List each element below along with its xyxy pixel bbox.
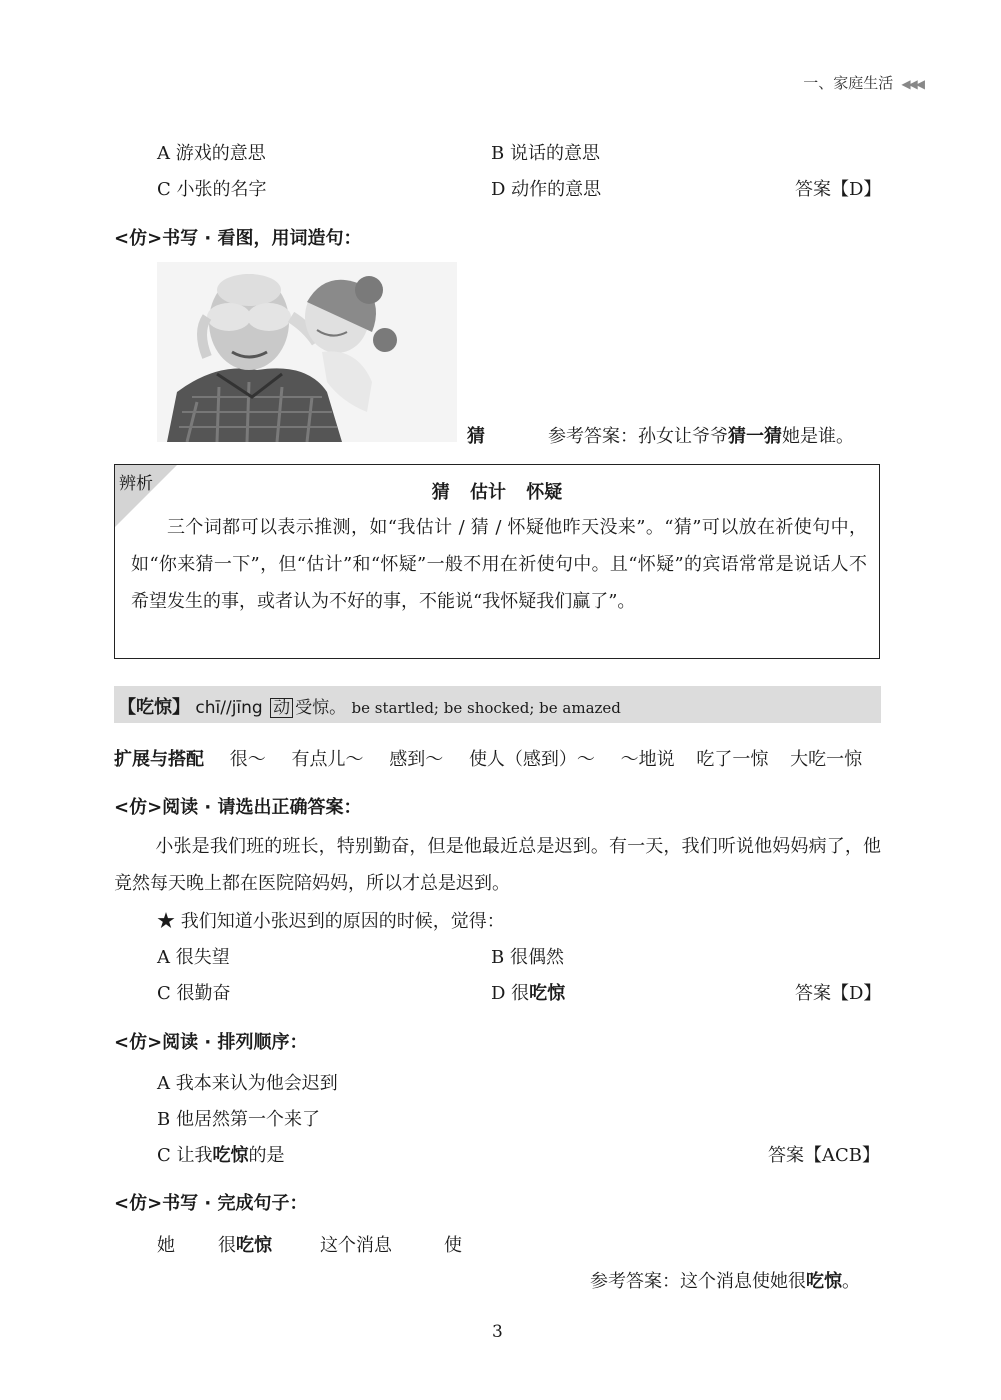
sentence-c-text: C 让我 — [157, 1145, 213, 1166]
option-a: A 游戏的意思 — [157, 143, 266, 164]
collocation-item: ～地说 — [620, 749, 675, 770]
collocation-label: 扩展与搭配 — [114, 749, 204, 770]
collocation-item: 大吃一惊 — [790, 749, 863, 770]
collocation-item: 吃了一惊 — [696, 749, 769, 770]
option-b: B 说话的意思 — [491, 143, 600, 164]
word-entry-bar — [114, 686, 881, 723]
section-heading: <仿>书写 · 看图，用词造句： — [114, 228, 362, 249]
sentence-c — [157, 1141, 285, 1167]
sentence-c-bold: 吃惊 — [212, 1145, 249, 1166]
analysis-text: 三个词都可以表示推测，如“我估计 / 猜 / 怀疑他昨天没来”。“猜”可以放在祈使句中，如“你来猜一下”，但“估计”和“怀疑”一般不用在祈使句中。且“怀疑”的宾语常常是说话人不希望发生的事，或者认为不好的事，不能说“我怀疑我们赢了”。 — [131, 517, 867, 612]
ref-bold: 吃惊 — [806, 1271, 842, 1292]
collocation-item: 感到～ — [389, 749, 444, 770]
target-word: 猜 — [467, 426, 485, 447]
option-d-text: D 很 — [491, 983, 530, 1004]
section-heading: <仿>阅读 · 请选出正确答案： — [114, 797, 362, 818]
word-chip — [218, 1231, 272, 1257]
part-of-speech-tag: 动 — [270, 698, 293, 718]
option-c: C 很勤奋 — [157, 983, 231, 1004]
gloss-english: be startled; be shocked; be amazed — [351, 699, 621, 717]
question: ★ 我们知道小张迟到的原因的时候，觉得： — [157, 911, 505, 932]
word-chip-text: 很 — [218, 1235, 236, 1256]
word-chip: 她 — [157, 1235, 175, 1256]
collocation-item: 很～ — [229, 749, 266, 770]
word-chip-bold: 吃惊 — [236, 1235, 272, 1256]
analysis-title: 猜 估计 怀疑 — [431, 482, 563, 503]
ref-text-end: 她是谁。 — [782, 426, 854, 447]
photo-illustration — [157, 262, 457, 442]
answer: 答案【ACB】 — [768, 1145, 880, 1166]
photo-grandpa-girl — [157, 262, 457, 442]
word-chip: 这个消息 — [320, 1235, 392, 1256]
word-chip: 使 — [444, 1235, 462, 1256]
ref-bold: 猜一猜 — [728, 426, 782, 447]
option-d — [491, 979, 565, 1005]
sentence-c-text-end: 的是 — [248, 1145, 285, 1166]
section-heading: <仿>阅读 · 排列顺序： — [114, 1032, 308, 1053]
answer: 答案【D】 — [795, 179, 882, 200]
running-header — [803, 72, 923, 93]
gloss-chinese: 受惊。 — [295, 698, 347, 718]
option-a: A 很失望 — [157, 947, 230, 968]
option-d-bold: 吃惊 — [529, 983, 566, 1004]
ref-text: 参考答案：孙女让爷爷 — [548, 426, 728, 447]
section-title: 一、家庭生活 — [803, 74, 894, 92]
ref-text: 参考答案：这个消息使她很 — [590, 1271, 806, 1292]
reference-answer — [590, 1267, 860, 1293]
sentence-a: A 我本来认为他会迟到 — [157, 1073, 338, 1094]
pinyin: chī//jīng — [195, 698, 263, 718]
option-b: B 很偶然 — [491, 947, 564, 968]
headword: 【吃惊】 — [118, 697, 190, 718]
reference-answer — [548, 422, 854, 448]
option-d: D 动作的意思 — [491, 179, 602, 200]
section-heading: <仿>书写 · 完成句子： — [114, 1193, 308, 1214]
page-number: 3 — [492, 1322, 503, 1342]
reading-passage: 小张是我们班的班长，特别勤奋，但是他最近总是迟到。有一天，我们听说他妈妈病了，他竟然每天晚上都在医院陪妈妈，所以才总是迟到。 — [114, 836, 881, 894]
triangle-markers-icon: ◀◀◀ — [901, 77, 923, 91]
answer: 答案【D】 — [795, 983, 882, 1004]
collocation-row — [114, 745, 862, 771]
word-entry — [118, 693, 621, 719]
analysis-box — [114, 464, 880, 659]
collocation-item: 使人（感到）～ — [468, 749, 595, 770]
analysis-label: 辨析 — [119, 474, 153, 494]
sentence-b: B 他居然第一个来了 — [157, 1109, 320, 1130]
ref-text-end: 。 — [842, 1271, 860, 1292]
option-c: C 小张的名字 — [157, 179, 267, 200]
collocation-item: 有点儿～ — [291, 749, 364, 770]
